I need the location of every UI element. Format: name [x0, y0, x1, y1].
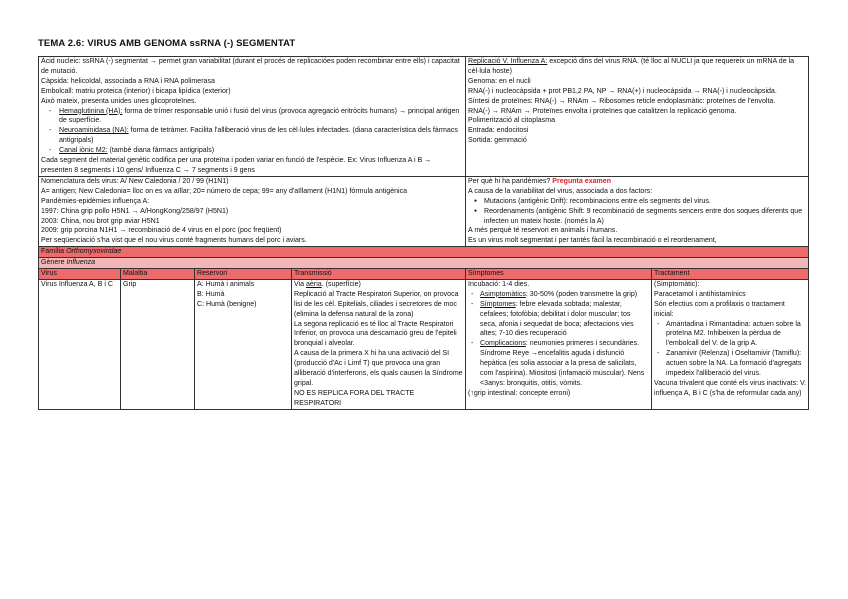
list-item: - Asimptomàtics: 30-50% (poden transmetre la grip): [480, 290, 649, 300]
cell-tractament: (Simptomàtic): Paracetamol i antihistamínics Són efectius com a profilaxis o tractament inicial: - Amantadina i Rimantadina: actuen sobre la proteïna M2. Inhibeixen la pèrdua de l'embolcall del V. de la grip A. - Zanamivir (Relenza) i Oseltamivir (Tamiflu): actuen sobre la NA. La formació d'agregats impedeix l'alliberació del virus. Vacuna trivalent que conté els virus inactivats: V. influença A, B i C (s'ha de reformular cada any): [652, 279, 809, 409]
list-item: - Neuroaminidasa (NA): forma de tetràmer. Facilita l'alliberació virus de les cèl·lules infectades. (diana característica dels fàrmacs antigripals): [59, 126, 463, 146]
header-malaltia: Malaltia: [121, 269, 195, 280]
cell-genus: Gènere Influenza: [39, 258, 809, 269]
header-simptomes: Símptomes: [466, 269, 652, 280]
list-item: - Amantadina i Rimantadina: actuen sobre la proteïna M2. Inhibeixen la pèrdua de l'embolcall del V. de la grip A.: [666, 320, 806, 350]
factors-list: [468, 197, 806, 227]
document-title: TEMA 2.6: VIRUS AMB GENOMA ssRNA (-) SEGMENTAT: [38, 38, 296, 49]
header-transmissio: Transmissió: [292, 269, 466, 280]
cell-replication: Replicació V. Influenza A: excepció dins del virus RNA. (té lloc al NUCLI ja que requereix un mRNA de la cèl·lula hoste) Genoma: en el nucli RNA(-) i nucleocàpsida + prot PB1,2 PA, NP → RNA(+) i nucleocàpsida → RNA(-) i nucleocàpsida. Síntesi de proteïnes: RNA(-) → RNAm → Ribosomes reticle endoplasmàtic: proteïnes de l'envolta. RNA(-) → RNAm → Proteïnes envolta i proteïnes que catalitzen la replicació genoma. Polimerització al citoplasma Entrada: endocitosi Sortida: gemmació: [466, 57, 809, 177]
list-item: - Canal iònic M2: (també diana fàrmacs antigripals): [59, 146, 463, 156]
cell-nomenclature: Nomenclatura dels virus: A/ New Caledonia / 20 / 99 (H1N1) A= antigen; New Caledonia= lloc on es va aïllar; 20= número de cepa; 99= any d'aïllament (H1N1) fórmula antigènica Pandèmies-epidèmies influença A: 1997: China grip pollo H5N1 → A/HongKong/258/97 (H5N1) 2003: China, nou brot grip aviar H5N1 2009: grip porcina N1H1 → recombinació de 4 virus en el porc (poc freqüent) Per seqüenciació s'ha vist que el nou virus conté fragments humans del porc i aviars.: [39, 176, 466, 246]
exam-question-highlight: Pregunta examen: [550, 177, 612, 185]
cell-malaltia: Grip: [121, 279, 195, 409]
glycoprotein-list: [41, 107, 463, 157]
cell-simptomes: Incubació: 1-4 dies. - Asimptomàtics: 30-50% (poden transmetre la grip) - Símptomes: febre elevada sobtada; malestar, cefalees; fotofòbia; debilitat i dolor muscular; tos seca, afonia i sequedat de boca; afectacions vies altes; 7-10 dies recuperació - Complicacions: neumonies primeres i secundàries. Síndrome Reye →encefalitis aguda i disfunció hepàtica (es solia associar a la presa de salicilats, com l'aspirina). Miositosi (infamació muscular). Nens <3anys: bronquitis, otitis, vòmits. (↑grip intestinal: concepte erroni): [466, 279, 652, 409]
cell-family: Família Orthomyxoviridae: [39, 247, 809, 258]
list-item: - Zanamivir (Relenza) i Oseltamivir (Tamiflu): actuen sobre la NA. La formació d'agregats impedeix l'alliberació del virus.: [666, 349, 806, 379]
header-row: [39, 269, 809, 280]
header-tractament: Tractament: [652, 269, 809, 280]
family-row: [39, 247, 809, 258]
list-item: ● Reordenaments (antigènic Shift: 9 recombinació de segments sencers entre dos soques diferents que infecten un mateix hoste. (només la A): [484, 207, 806, 227]
table-row-structure: [39, 57, 809, 177]
virus-table: [38, 56, 809, 410]
list-item: - Hemaglutinina (HA): forma de trímer responsable unió i fusió del virus (provoca agregació eritròcits humans) → principal antigen de superfície.: [59, 107, 463, 127]
cell-pandemics: Per què hi ha pandèmies? Pregunta examen A causa de la variabilitat del virus, associada a dos factors: ● Mutacions (antigènic Drift): recombinacions entre els segments del virus. ● Reordenaments (antigènic Shift: 9 recombinació de segments sencers entre dos soques diferents que infecten un mateix hoste. (només la A) A més perquè té reservori en animals i humans. Es un virus molt segmentat i per tantés fàcil la recombinació o el reordenament,: [466, 176, 809, 246]
table-row: [39, 279, 809, 409]
list-item: - Complicacions: neumonies primeres i secundàries. Síndrome Reye →encefalitis aguda i disfunció hepàtica (es solia associar a la presa de salicilats, com l'aspirina). Miositosi (infamació muscular). Nens <3anys: bronquitis, otitis, vòmits.: [480, 339, 649, 389]
list-item: - Símptomes: febre elevada sobtada; malestar, cefalees; fotofòbia; debilitat i dolor muscular; tos seca, afonia i sequedat de boca; afectacions vies altes; 7-10 dies recuperació: [480, 300, 649, 340]
cell-reservori: A: Humà i animals B: Humà C: Humà (benigne): [195, 279, 292, 409]
header-virus: Virus: [39, 269, 121, 280]
symptom-list: [468, 290, 649, 389]
cell-transmissio: Via aèria. (superfície) Replicació al Tracte Respiratori Superior, on provoca lisi de les cèl. Epitelials, ciliades i secretores de moc (elimina la defensa natural de la zona) La segona replicació es té lloc al Tracte Respiratori Inferior, on provoca una descamació greu de l'epiteli bronquial i alveolar. A causa de la primera X hi ha una activació del SI (producció d'Ac i Limf T) que provoca una gran alliberació d'interferons, els quals causen la Síndrome gripal. NO ES REPLICA FORA DEL TRACTE RESPIRATORI: [292, 279, 466, 409]
header-reservori: Reservori: [195, 269, 292, 280]
cell-virus: Virus Influenza A, B i C: [39, 279, 121, 409]
table-row-nomenclature: [39, 176, 809, 246]
treatment-list: [654, 320, 806, 379]
list-item: ● Mutacions (antigènic Drift): recombinacions entre els segments del virus.: [484, 197, 806, 207]
cell-structure: Àcid nucleic: ssRNA (-) segmentat → permet gran variabilitat (durant el procés de replicacióes poden recombinar entre ells) i capacitat de mutació. Càpsida: helicoïdal, associada a RNA i RNA polimerasa Embolcall: matriu proteica (interior) i bicapa lipídica (exterior) Això mateix, presenta unides unes glicoproteïnes. - Hemaglutinina (HA): forma de trímer responsable unió i fusió del virus (provoca agregació eritròcits humans) → principal antigen de superfície. - Neuroaminidasa (NA): forma de tetràmer. Facilita l'alliberació virus de les cèl·lules infectades. (diana característica dels fàrmacs antigripals) - Canal iònic M2: (també diana fàrmacs antigripals) Cada segment del material genètic codifica per una proteïna i poden variar en funció de l'espècie. Ex: Virus Influenza A i B → presenten 8 segments i 10 gens/ Influenza C → 7 segments i 9 gens: [39, 57, 466, 177]
genus-row: [39, 258, 809, 269]
